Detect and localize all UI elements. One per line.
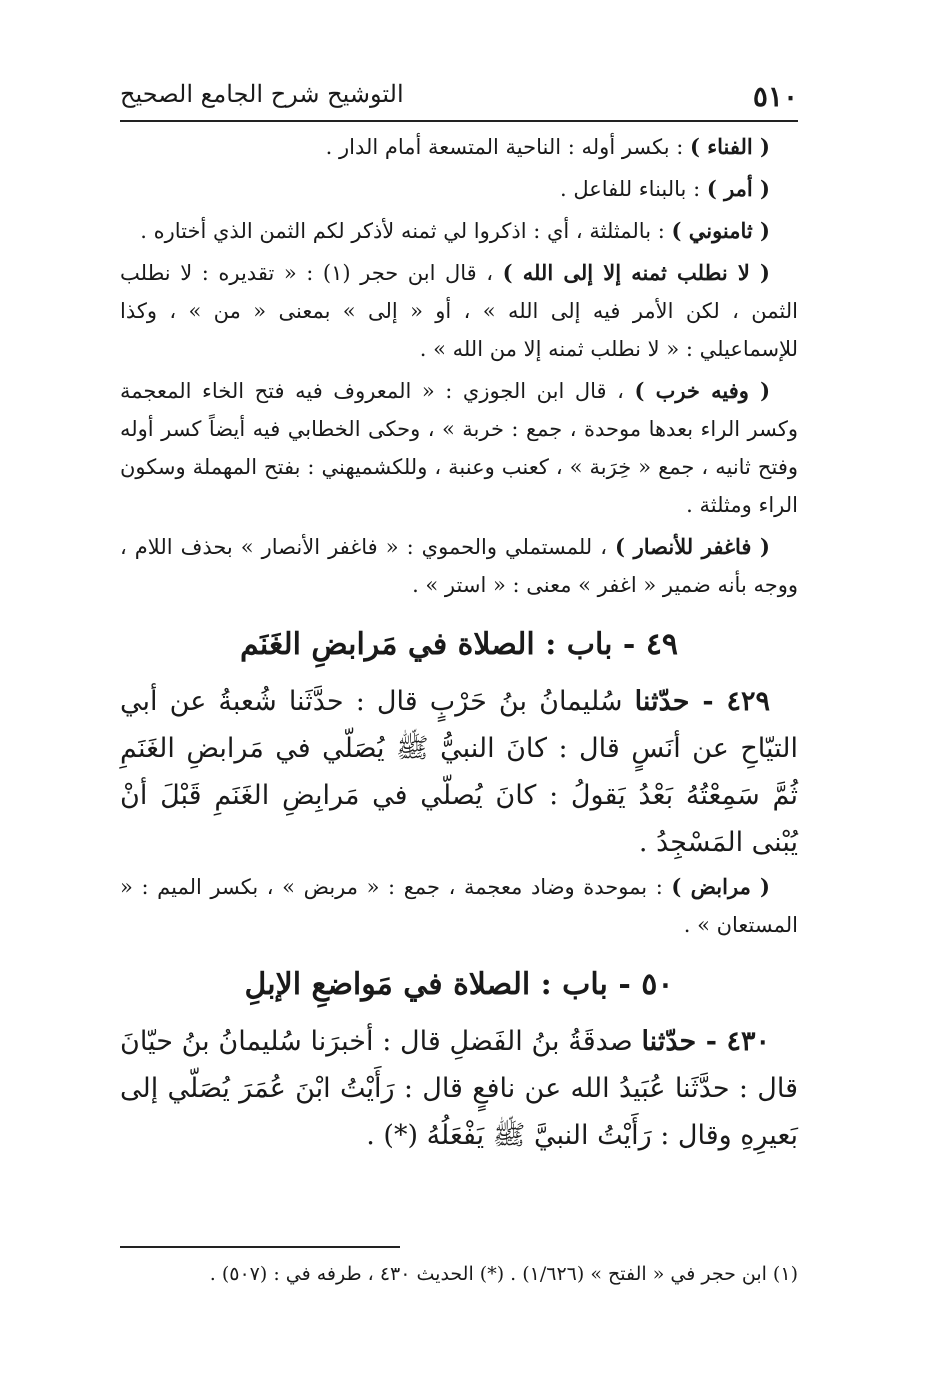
page-number: ٥١٠ [752, 80, 798, 113]
commentary-term: ( أمر ) [706, 176, 770, 201]
commentary-text: : بالبناء للفاعل . [559, 177, 707, 201]
hadith-body: سُليمانُ بنُ حَرْبٍ قال : حدَّثَنا شُعبةُ عن أبي التيّاحِ عن أنَسٍ قال : كانَ النبيُّ ﷺ يُصَلّي في مَرابضِ الغَنَمِ ثُمَّ سَمِعْتُهُ بَعْدُ يَقولُ : كانَ يُصلّي في مَرابِضِ الغَنَمِ قَبْلَ أنْ يُبْنى المَسْجِدُ . [120, 686, 798, 858]
commentary-term: ( مرابض ) [671, 874, 770, 899]
hadith-body: صدقَةُ بنُ الفَضلِ قال : أخبرَنا سُليمانُ بنُ حيّانَ قال : حدَّثَنا عُبَيدُ الله عن نافعٍ قال : رَأَيْتُ ابْنَ عُمَرَ يُصَلّي إلى بَعيرِهِ وقال : رَأَيْتُ النبيَّ ﷺ يَفْعَلُهُ (*) . [120, 1026, 798, 1151]
commentary-text: : بموحدة وضاد معجمة ، جمع : « مربض » ، بكسر الميم : « المستعان » . [120, 875, 798, 937]
commentary-paragraph [120, 170, 798, 208]
commentary-term: ( لا نطلب ثمنه إلا إلى الله ) [502, 260, 770, 285]
commentary-paragraph [120, 254, 798, 368]
footnote: (١) ابن حجر في « الفتح » (١/٦٢٦) . (*) الحديث ٤٣٠ ، طرفه في : (٥٠٧) . [209, 1263, 798, 1285]
main-text [120, 128, 798, 1161]
hadith-text [120, 1018, 798, 1159]
commentary-paragraph [120, 128, 798, 166]
chapter-heading: ٥٠ - باب : الصلاة في مَواضعِ الإبلِ [244, 967, 674, 1002]
commentary-text: : بكسر أوله : الناحية المتسعة أمام الدار . [325, 135, 691, 159]
commentary-term: ( فاغفر للأنصار ) [615, 534, 770, 559]
commentary-term: ( ثامنوني ) [671, 218, 770, 243]
commentary-text: ، للمستملي والحموي : « فاغفر الأنصار » بحذف اللام ، ووجه بأنه ضمير « اغفر » معنى : « استر » . [120, 535, 798, 597]
hadith-text [120, 678, 798, 866]
hadith-lead: ٤٢٩ - حدّثنا [634, 686, 770, 717]
commentary-text: : بالمثلثة ، أي : اذكروا لي ثمنه لأذكر لكم الثمن الذي أختاره . [140, 219, 672, 243]
page [120, 70, 798, 1285]
commentary-paragraph [120, 372, 798, 524]
commentary-term: ( وفيه خرب ) [634, 378, 771, 403]
running-title: التوشيح شرح الجامع الصحيح [120, 80, 404, 108]
commentary-text: ، قال ابن الجوزي : « المعروف فيه فتح الخاء المعجمة وكسر الراء بعدها موحدة ، جمع : خربة » ، وحكى الخطابي فيه أيضاً كسر أوله وفتح ثانيه ، جمع « خِرَبة » ، كعنب وعنبة ، وللكشميهني : بفتح المهملة وسكون الراء ومثلثة . [120, 379, 798, 517]
commentary-paragraph [120, 212, 798, 250]
header-rule [120, 120, 798, 122]
footnote-rule [120, 1246, 400, 1248]
commentary-paragraph [120, 868, 798, 944]
chapter-heading: ٤٩ - باب : الصلاة في مَرابضِ الغَنَم [239, 627, 679, 662]
page-header [120, 70, 798, 118]
commentary-term: ( الفناء ) [690, 134, 770, 159]
commentary-paragraph [120, 528, 798, 604]
commentary-text: ، قال ابن حجر (١) : « تقديره : لا نطلب الثمن ، لكن الأمر فيه إلى الله » ، أو « إلى » بمعنى « من » ، وكذا للإسماعيلي : « لا نطلب ثمنه إلا من الله » . [120, 261, 798, 361]
hadith-lead: ٤٣٠ - حدّثنا [641, 1026, 771, 1057]
